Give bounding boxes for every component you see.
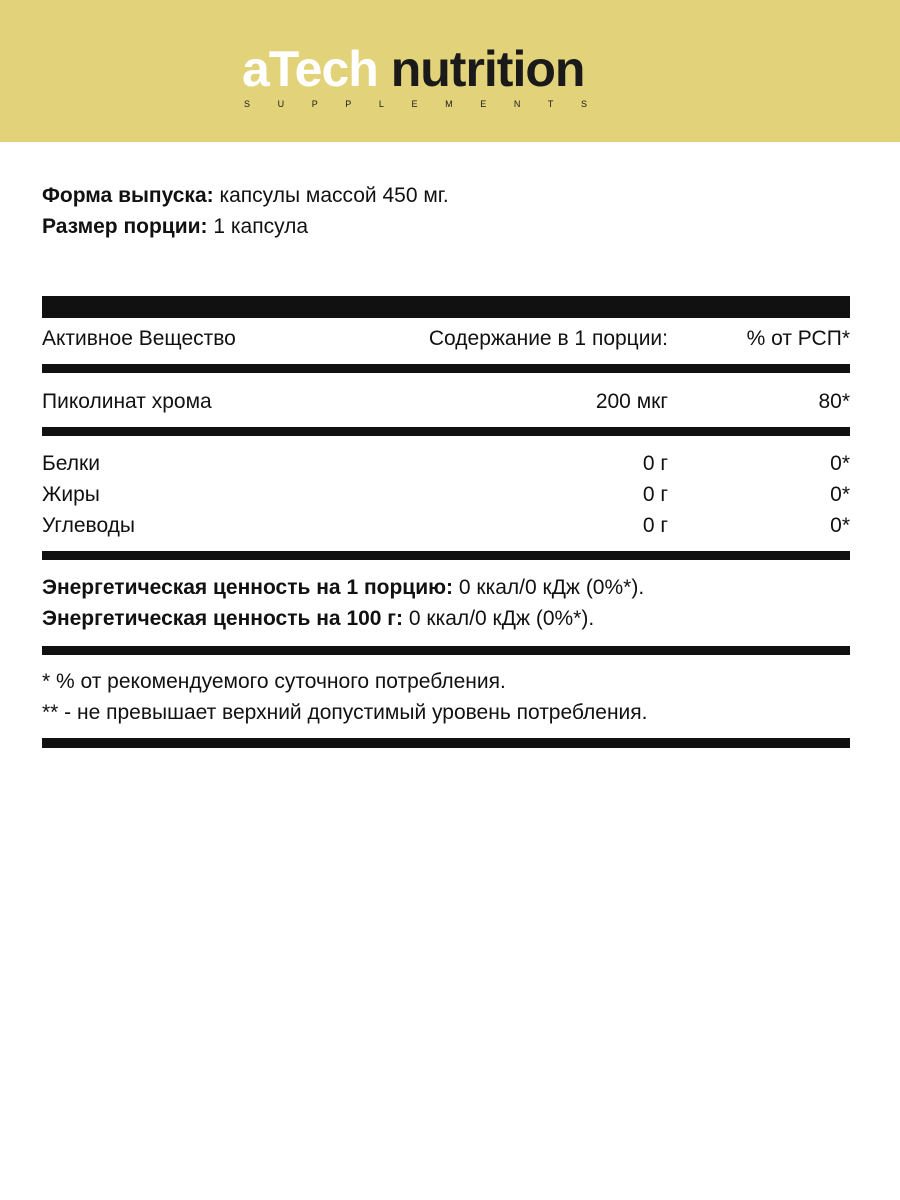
brand-header xyxy=(0,0,900,142)
row-amount: 0 г xyxy=(642,452,668,475)
footnote-rsp: * % от рекомендуемого суточного потребления. xyxy=(42,670,506,693)
table-divider xyxy=(42,427,850,436)
serving-size-value: 1 капсула xyxy=(213,215,309,238)
brand-name-light: aTech xyxy=(242,41,378,97)
table-row xyxy=(42,512,850,540)
row-percent: 0* xyxy=(830,514,850,537)
table-row xyxy=(42,388,850,416)
brand-tagline: SUPPLEMENTS xyxy=(244,99,615,109)
row-name: Жиры xyxy=(42,483,100,506)
header-amount: Содержание в 1 порции: xyxy=(428,327,668,350)
energy-per-100g xyxy=(42,606,594,632)
energy-per-serving xyxy=(42,575,644,601)
row-amount: 0 г xyxy=(642,483,668,506)
energy-per-serving-label: Энергетическая ценность на 1 порцию: xyxy=(42,576,454,599)
brand-wordmark xyxy=(242,41,632,97)
table-header-row xyxy=(42,325,850,353)
energy-per-100g-value: 0 ккал/0 кДж (0%*). xyxy=(408,607,595,630)
energy-per-serving-value: 0 ккал/0 кДж (0%*). xyxy=(458,576,645,599)
row-percent: 0* xyxy=(830,483,850,506)
table-row xyxy=(42,450,850,478)
footnote-upper-limit: ** - не превышает верхний допустимый уровень потребления. xyxy=(42,701,648,724)
header-percent: % от РСП* xyxy=(746,327,850,350)
table-row xyxy=(42,481,850,509)
table-divider xyxy=(42,364,850,373)
table-top-bar xyxy=(42,296,850,318)
row-percent: 0* xyxy=(830,452,850,475)
serving-size-label: Размер порции: xyxy=(42,215,208,238)
row-name: Белки xyxy=(42,452,100,475)
brand-name-dark: nutrition xyxy=(390,41,585,97)
row-name: Пиколинат хрома xyxy=(42,390,212,413)
row-amount: 200 мкг xyxy=(595,390,668,413)
table-bottom-bar xyxy=(42,738,850,748)
row-percent: 80* xyxy=(818,390,850,413)
row-name: Углеводы xyxy=(42,514,136,537)
release-form xyxy=(42,183,449,209)
release-form-label: Форма выпуска: xyxy=(42,184,214,207)
brand-logo xyxy=(242,41,632,114)
row-amount: 0 г xyxy=(642,514,668,537)
release-form-value: капсулы массой 450 мг. xyxy=(219,184,449,207)
energy-per-100g-label: Энергетическая ценность на 100 г: xyxy=(42,607,404,630)
serving-size xyxy=(42,214,308,240)
header-substance: Активное Вещество xyxy=(42,327,236,350)
table-divider xyxy=(42,646,850,655)
table-divider xyxy=(42,551,850,560)
